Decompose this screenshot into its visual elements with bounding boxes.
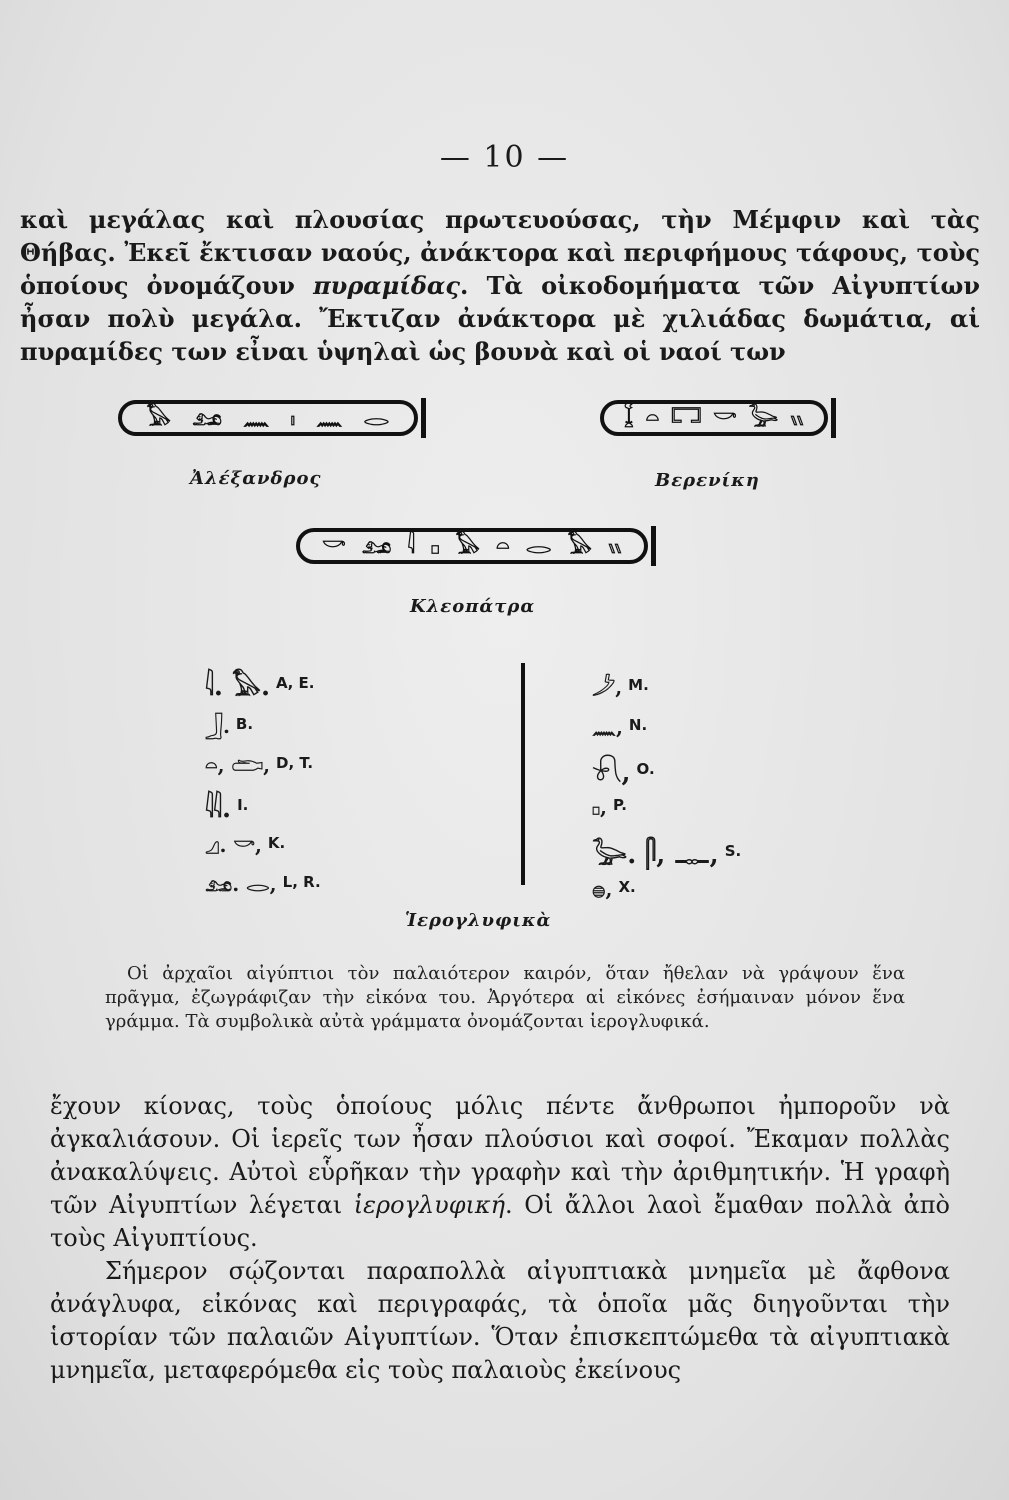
hieroglyph-glyph: 𓊪 (430, 533, 440, 559)
hieroglyph-glyph: 𓏤 (290, 405, 296, 431)
hieroglyph-glyph: 𓂋 (525, 533, 552, 559)
cartouche-kleopatra (296, 528, 648, 564)
hieroglyph-glyph: 𓃭 (192, 405, 222, 431)
sign-letters: S. (724, 842, 742, 860)
cartouche-label-berenike: Βερενίκη (655, 470, 760, 491)
hieroglyph-glyph: 𓅃 (455, 533, 481, 559)
sign-letters: I. (237, 796, 249, 814)
cartouche-label-kleopatra: Κλεοπάτρα (410, 596, 536, 617)
hieroglyph-glyph: 𓂋 (363, 405, 390, 431)
hieroglyph-sign: 𓃀. (205, 714, 230, 738)
hieroglyph-glyph: 𓅬 (748, 405, 779, 431)
hieroglyph-glyph: 𓏭 (607, 533, 622, 559)
sign-letters: Α, Ε. (276, 674, 315, 692)
page-number: — 10 — (439, 140, 570, 175)
hieroglyph-sign: 𓐍, (592, 877, 613, 901)
column-divider (521, 663, 525, 885)
hieroglyph-sign: 𓈎. 𓎡, (205, 833, 262, 857)
sign-letters: M. (628, 675, 649, 694)
sign-letters: N. (628, 715, 648, 734)
paragraph-middle-text-a: ἔχουν κίονας, τοὺς ὁποίους μόλις πέντε ἄνθρωποι ἠμποροῦν νὰ ἀγκαλιάσουν. Οἱ ἱερεῖς των ἦσαν πλούσιοι καὶ σοφοί. Ἔκαμαν πολλὰς ἀνακαλύψεις. Αὐτοὶ εὗρῆκαν τὴν γραφὴν καὶ τὴν ἀριθμητικήν. Ἡ γραφὴ τῶν Αἰγυπτίων λέγεται (50, 1092, 950, 1219)
cartouche-alexandros (118, 400, 418, 436)
hieroglyphs-label: Ἱερογλυφικὰ (405, 910, 552, 931)
sign-row (592, 708, 647, 741)
paragraph-middle-text-b: . Οἱ ἄλλοι λαοὶ ἔμαθαν πολλὰ ἀπὸ τοὺς Αἰγυπτίους. (50, 1191, 951, 1252)
sign-row (592, 830, 741, 872)
hieroglyph-glyph: 𓈖 (243, 405, 270, 431)
sign-row (592, 668, 649, 701)
sign-letters: D, T. (276, 753, 314, 772)
hieroglyph-glyph: 𓇋 (407, 533, 415, 559)
sign-row (205, 662, 315, 704)
hieroglyph-sign: 𓃭. 𓂋, (205, 872, 277, 896)
hieroglyph-glyph: 𓅃 (146, 405, 172, 431)
hieroglyph-glyph: 𓏭 (790, 405, 805, 431)
sign-letters: L, R. (282, 872, 321, 891)
sign-letters: X. (618, 877, 636, 896)
paragraph-top (20, 203, 980, 368)
hieroglyphic-emphasis: ἱερογλυφική (353, 1191, 506, 1219)
sign-row (205, 707, 253, 740)
pyramids-emphasis: πυραμίδας (313, 271, 461, 300)
hieroglyph-glyph: 𓃭 (361, 533, 392, 559)
paragraph-bottom: Σήμερον σῴζονται παραπολλὰ αἰγυπτιακὰ μνημεῖα μὲ ἄφθονα ἀνάγλυφα, εἰκόνας καὶ περιγραφάς, τὰ ὁποῖα μᾶς διηγοῦνται τὴν ἱστορίαν τῶν παλαιῶν Αἰγυπτίων. Ὅταν ἐπισκεπτώμεθα τὰ αἰγυπτιακὰ μνημεῖα, μεταφερόμεθα εἰς τοὺς παλαιοὺς ἐκείνους (50, 1257, 950, 1384)
hieroglyph-sign: 𓇋. 𓅃. (205, 672, 271, 702)
hieroglyph-glyph: 𓆼 (623, 405, 634, 431)
paragraph-middle (50, 1090, 950, 1255)
sign-letters: P. (613, 795, 627, 814)
sign-letters: Β. (235, 714, 254, 733)
sign-letters: K. (267, 833, 286, 852)
figure-caption: Οἱ ἀρχαῖοι αἰγύπτιοι τὸν παλαιότερον καιρόν, ὅταν ἤθελαν νὰ γράψουν ἕνα πρᾶγμα, ἐζωγράφιζαν τὴν εἰκόνα του. Ἀργότερα αἱ εἰκόνες ἐσήμαιναν μόνον ἕνα γράμμα. Τὰ συμβολικὰ αὐτὰ γράμματα ὀνομάζονται ἱερογλυφικά. (105, 963, 905, 1032)
hieroglyph-sign: 𓍯, (592, 758, 631, 788)
hieroglyph-glyph: 𓈖 (316, 405, 343, 431)
hieroglyph-glyph: 𓏏 (645, 405, 660, 431)
sign-row (592, 870, 636, 903)
sign-row (592, 788, 627, 821)
sign-row (205, 826, 285, 859)
sign-row (205, 865, 321, 898)
hieroglyph-glyph: 𓅃 (567, 533, 592, 559)
hieroglyph-sign: 𓇌. (205, 794, 232, 824)
paragraph-top-text-a: καὶ μεγάλας καὶ πλουσίας πρωτευούσας, τὴν Μέμφιν καὶ τὰς Θήβας. Ἐκεῖ ἔκτισαν ναούς, ἀνάκτορα καὶ περιφήμους τάφους, τοὺς ὁποίους ὀνομάζουν (20, 205, 980, 300)
hieroglyph-sign: 𓊪, (592, 795, 608, 819)
hieroglyph-glyph: 𓎡 (321, 533, 346, 559)
hieroglyph-glyph: 𓏏 (495, 533, 510, 559)
cartouche-berenike (600, 400, 828, 436)
hieroglyph-sign: 𓈖, (592, 715, 623, 739)
sign-letters: O. (636, 760, 655, 778)
sign-row (205, 746, 313, 779)
sign-row (592, 748, 655, 790)
sign-row (205, 784, 248, 826)
hieroglyph-sign: 𓅬. 𓋴, 𓊃, (592, 840, 719, 870)
hieroglyph-glyph: 𓎡 (713, 405, 737, 431)
hieroglyph-sign: 𓌳, (592, 675, 623, 699)
cartouche-label-alexandros: Ἀλέξανδρος (190, 468, 322, 489)
hieroglyph-glyph: 𓉐 (671, 405, 702, 431)
hieroglyph-sign: 𓏏, 𓂧, (205, 753, 271, 777)
paragraph-top-text-b: . Τὰ οἰκοδομήματα τῶν Αἰγυπτίων ἦσαν πολὺ μεγάλα. Ἔκτιζαν ἀνάκτορα μὲ χιλιάδας δωμάτια, αἱ πυραμίδες των εἶναι ὑψηλαὶ ὡς βουνὰ καὶ οἱ ναοί των (20, 271, 980, 366)
